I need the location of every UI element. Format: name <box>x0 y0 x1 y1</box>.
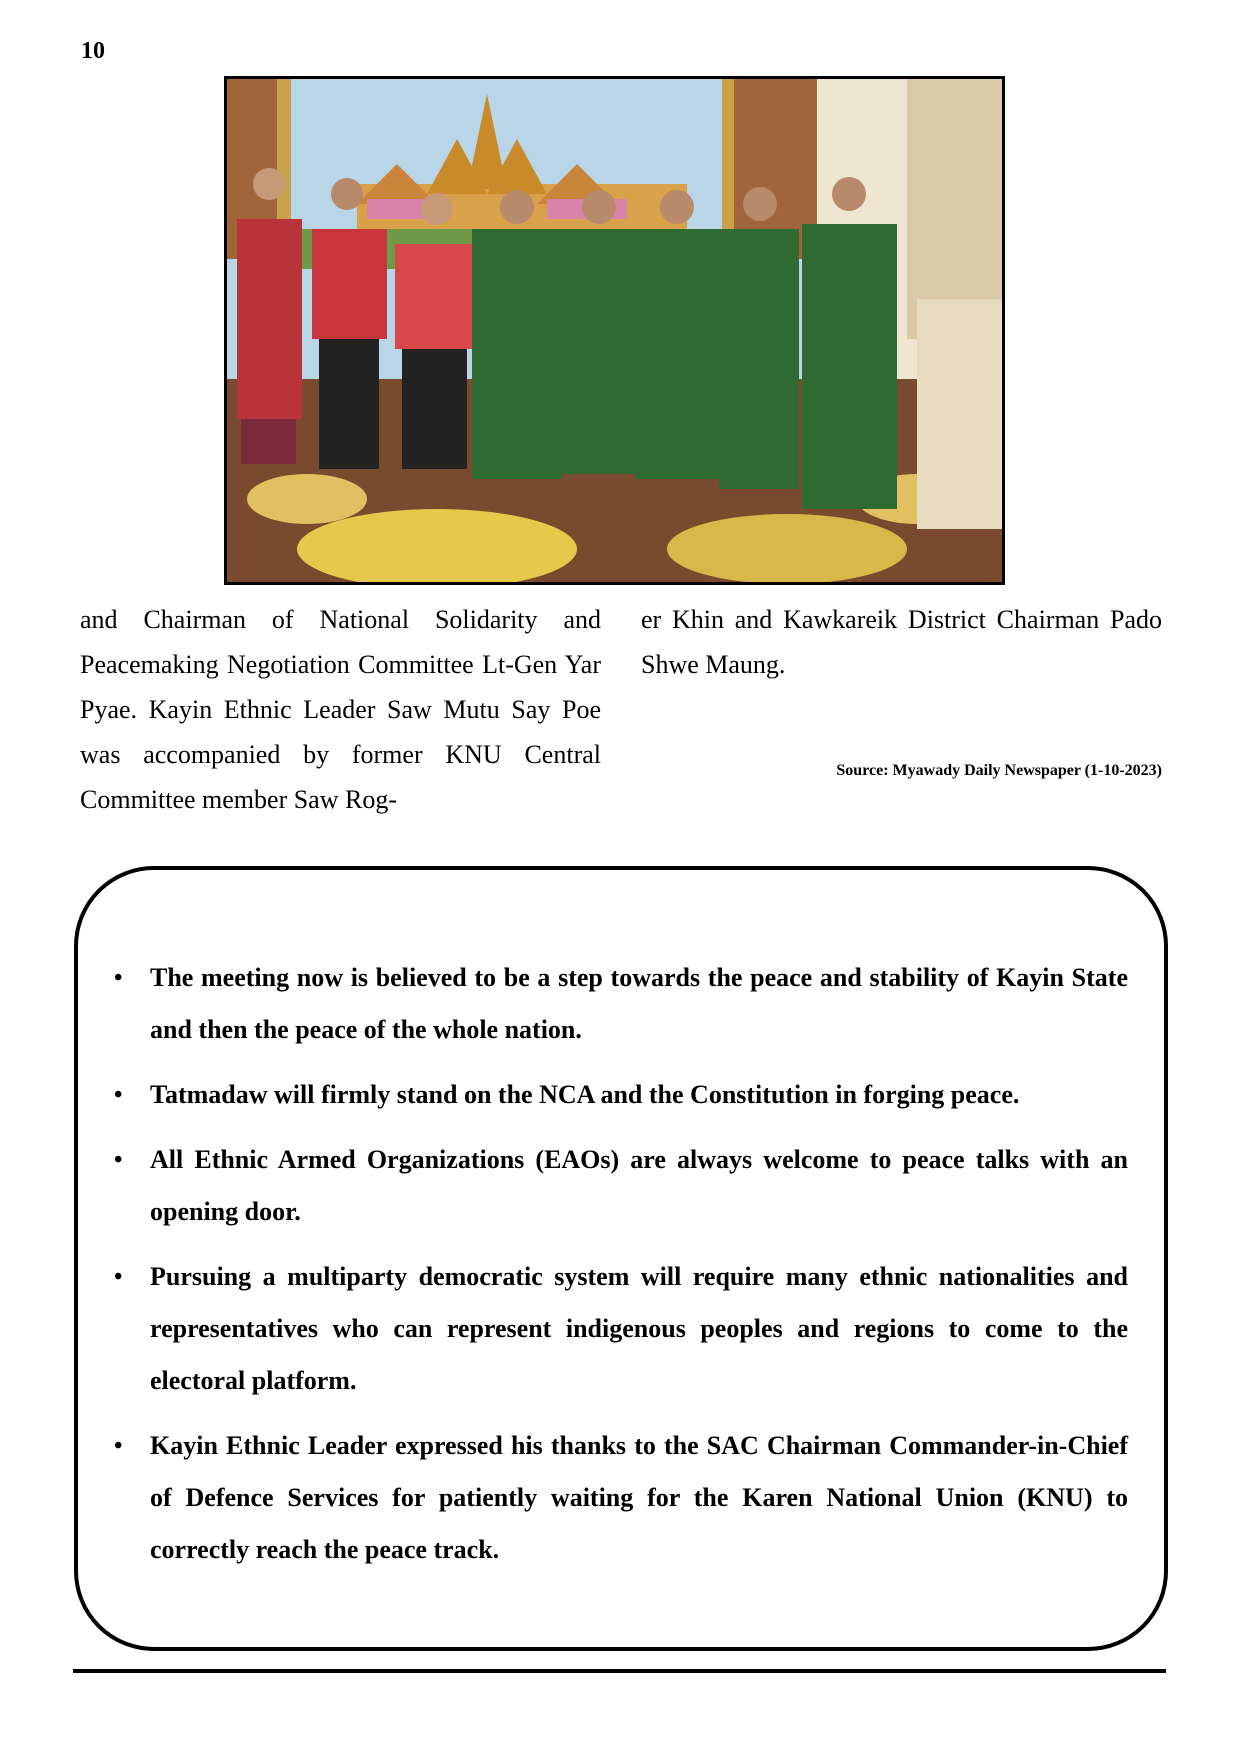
list-item <box>114 1069 1128 1121</box>
list-item-text: Kayin Ethnic Leader expressed his thanks to the SAC Chairman Commander-in-Chief of Defence Services for patiently waiting for the Karen National Union (KNU) to correctly reach the peace track. <box>150 1431 1128 1564</box>
key-points-box <box>74 866 1168 1651</box>
list-item-text: Pursuing a multiparty democratic system will require many ethnic nationalities and representatives who can represent indigenous peoples and regions to come to the electoral platform. <box>150 1262 1128 1395</box>
bullet-icon: • <box>114 965 123 991</box>
source-citation: Source: Myawady Daily Newspaper (1-10-2023) <box>836 762 1162 779</box>
list-item-text: The meeting now is believed to be a step towards the peace and stability of Kayin State and then the peace of the whole nation. <box>150 963 1128 1044</box>
group-photo-illustration <box>227 79 1002 582</box>
group-photo <box>224 76 1005 585</box>
list-item-text: All Ethnic Armed Organizations (EAOs) are always welcome to peace talks with an opening door. <box>150 1145 1128 1226</box>
bottom-rule <box>73 1669 1166 1673</box>
bullet-icon: • <box>114 1147 123 1173</box>
page-number: 10 <box>81 38 105 64</box>
list-item <box>114 1134 1128 1238</box>
bullet-icon: • <box>114 1082 123 1108</box>
list-item <box>114 952 1128 1056</box>
list-item <box>114 1251 1128 1407</box>
bullet-icon: • <box>114 1433 123 1459</box>
list-item <box>114 1420 1128 1576</box>
bullet-icon: • <box>114 1264 123 1290</box>
article-left-column: and Chairman of National Solidarity and Peacemaking Negotiation Committee Lt-Gen Yar Pyae. Kayin Ethnic Leader Saw Mutu Say Poe was accompanied by former KNU Central Committee member Saw Rog- <box>80 605 601 814</box>
key-points-list <box>114 952 1128 1589</box>
article-right-column: er Khin and Kawkareik District Chairman Pado Shwe Maung. <box>641 605 1162 679</box>
list-item-text: Tatmadaw will firmly stand on the NCA and the Constitution in forging peace. <box>150 1080 1020 1109</box>
